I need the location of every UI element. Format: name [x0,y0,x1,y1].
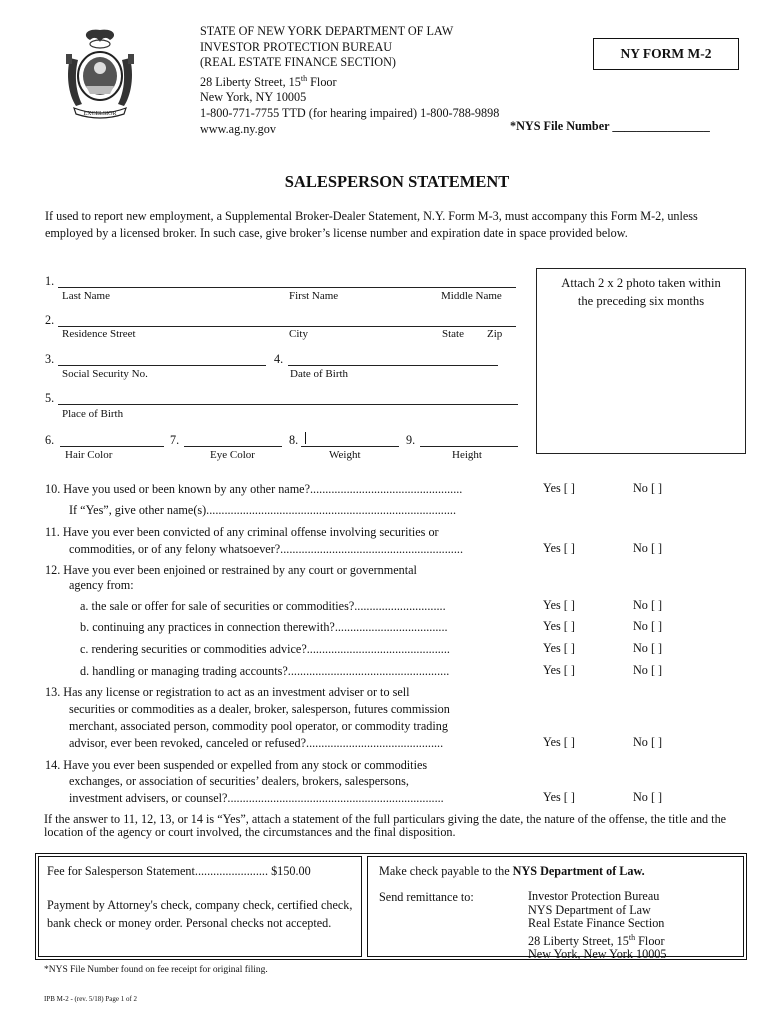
question-12d: d. handling or managing trading accounts?..................................................... [80,664,450,678]
question-10: 10. Have you used or been known by any other name?.................................................. [45,482,463,496]
photo-attachment-box[interactable] [536,268,746,454]
ssn-input-line[interactable] [58,365,266,366]
eye-input-line[interactable] [184,446,282,447]
photo-box-line-1: Attach 2 x 2 photo taken within [561,276,721,290]
hair-input-line[interactable] [60,446,164,447]
page-footer: IPB M-2 - (rev. 5/18) Page 1 of 2 [44,995,138,1003]
field-number-1: 1. [45,274,55,288]
field-number-3: 3. [45,352,55,366]
question-11-line-1: 11. Have you ever been convicted of any criminal offense involving securities or [45,525,439,539]
header-line-2: INVESTOR PROTECTION BUREAU [200,39,393,54]
question-14-line-1: 14. Have you ever been suspended or expelled from any stock or commodities [45,758,428,772]
disclosure-instructions: If the answer to 11, 12, 13, or 14 is “Yes”, attach a statement of the full particulars giving the date, the nature of the offense, the title and the location of the agency or court involved, the circumstances and the final disposition. [44,812,727,839]
question-13-line-1: 13. Has any license or registration to act as an investment adviser or to sell [45,685,410,699]
field-number-8: 8. [289,433,299,447]
question-13-line-3: merchant, associated person, commodity pool operator, or commodity trading [69,719,448,733]
header-line-1: STATE OF NEW YORK DEPARTMENT OF LAW [200,24,454,38]
header-address-2: New York, NY 10005 [200,90,307,105]
text-cursor [305,432,306,444]
question-13-line-2: securities or commodities as a dealer, broker, salesperson, futures commission [69,702,450,716]
q14-no-checkbox[interactable]: No [ ] [633,790,663,804]
q13-no-checkbox[interactable]: No [ ] [633,735,663,749]
question-14-line-2: exchanges, or association of securities’ dealers, brokers, salespersons, [69,774,409,788]
remittance-panel [367,856,744,962]
payment-methods: Payment by Attorney's check, company check, certified check, bank check or money order. Personal checks not accepted. [47,898,353,930]
header-line-3: (REAL ESTATE FINANCE SECTION) [200,55,396,70]
q10-yes-checkbox[interactable]: Yes [ ] [543,481,575,495]
file-number-field[interactable]: *NYS File Number ________________ [510,119,710,133]
fee-box [35,853,747,960]
svg-text:EXCELSIOR: EXCELSIOR [83,111,117,117]
eye-label: Eye Color [210,449,255,461]
dob-label: Date of Birth [290,368,349,380]
question-12-line-1: 12. Have you ever been enjoined or restrained by any court or governmental [45,563,417,577]
question-14-line-3: investment advisers, or counsel?....................................................................... [69,791,444,805]
question-10-other-names[interactable]: If “Yes”, give other name(s).................................................................................. [69,503,457,517]
q11-yes-checkbox[interactable]: Yes [ ] [543,541,575,555]
page-title: SALESPERSON STATEMENT [284,172,510,191]
pob-input-line[interactable] [58,404,518,405]
city-label: City [289,328,308,340]
residence-street-label: Residence Street [62,328,136,340]
q12b-yes-checkbox[interactable]: Yes [ ] [543,619,575,633]
q12c-yes-checkbox[interactable]: Yes [ ] [543,641,575,655]
zip-label: Zip [487,328,503,340]
fee-info-panel [38,856,362,957]
pob-label: Place of Birth [62,408,124,420]
q12d-no-checkbox[interactable]: No [ ] [633,663,663,677]
q10-no-checkbox[interactable]: No [ ] [633,481,663,495]
state-label: State [442,328,464,340]
photo-box-line-2: the preceding six months [577,294,705,308]
ssn-label: Social Security No. [62,368,148,380]
middle-name-label: Middle Name [441,290,502,302]
form-number-box: NY FORM M-2 [593,38,739,70]
question-11-line-2: commodities, or of any felony whatsoever?............................................................ [69,542,463,556]
q13-yes-checkbox[interactable]: Yes [ ] [543,735,575,749]
ny-state-seal-icon [56,24,144,120]
height-input-line[interactable] [420,446,518,447]
field-number-4: 4. [274,352,284,366]
fee-amount: Fee for Salesperson Statement........................ $150.00 [47,864,311,878]
header-address-1: 28 Liberty Street, 15th Floor [200,73,337,89]
q12b-no-checkbox[interactable]: No [ ] [633,619,663,633]
last-name-label: Last Name [62,290,110,302]
q12a-yes-checkbox[interactable]: Yes [ ] [543,598,575,612]
field-number-7: 7. [170,433,180,447]
question-12c: c. rendering securities or commodities advice?............................................... [80,642,450,656]
field-number-9: 9. [406,433,416,447]
agency-header [200,24,499,137]
question-13-line-4: advisor, ever been revoked, canceled or refused?............................................. [69,736,444,750]
remittance-address: Investor Protection Bureau NYS Department of Law Real Estate Finance Section 28 Liberty Street, 15th Floor New York, New York 10005 [528,889,667,962]
q12d-yes-checkbox[interactable]: Yes [ ] [543,663,575,677]
field-number-2: 2. [45,313,55,327]
dob-input-line[interactable] [288,365,498,366]
field-number-5: 5. [45,391,55,405]
payable-to: Make check payable to the NYS Department of Law. [379,864,645,878]
question-12-line-2: agency from: [69,578,134,592]
question-12b: b. continuing any practices in connection therewith?..................................... [80,620,448,634]
header-phone: 1-800-771-7755 TTD (for hearing impaired) 1-800-788-9898 [200,106,500,121]
question-12a: a. the sale or offer for sale of securities or commodities?.............................. [80,599,446,613]
name-input-line[interactable] [58,287,516,288]
hair-label: Hair Color [65,449,113,461]
file-number-note: *NYS File Number found on fee receipt for original filing. [44,965,268,975]
header-website: www.ag.ny.gov [200,121,276,136]
first-name-label: First Name [289,290,339,302]
weight-label: Weight [329,449,361,461]
address-input-line[interactable] [58,326,516,327]
q11-no-checkbox[interactable]: No [ ] [633,541,663,555]
q12a-no-checkbox[interactable]: No [ ] [633,598,663,612]
field-number-6: 6. [45,433,55,447]
intro-paragraph: If used to report new employment, a Supplemental Broker-Dealer Statement, N.Y. Form M-3, must accompany this Form M-2, unless employed by a licensed broker. In such case, give broker’s license number and expiration date in space provided below. [45,209,698,240]
weight-input-line[interactable] [301,446,399,447]
height-label: Height [452,449,482,461]
remittance-label: Send remittance to: [379,890,474,904]
q14-yes-checkbox[interactable]: Yes [ ] [543,790,575,804]
q12c-no-checkbox[interactable]: No [ ] [633,641,663,655]
